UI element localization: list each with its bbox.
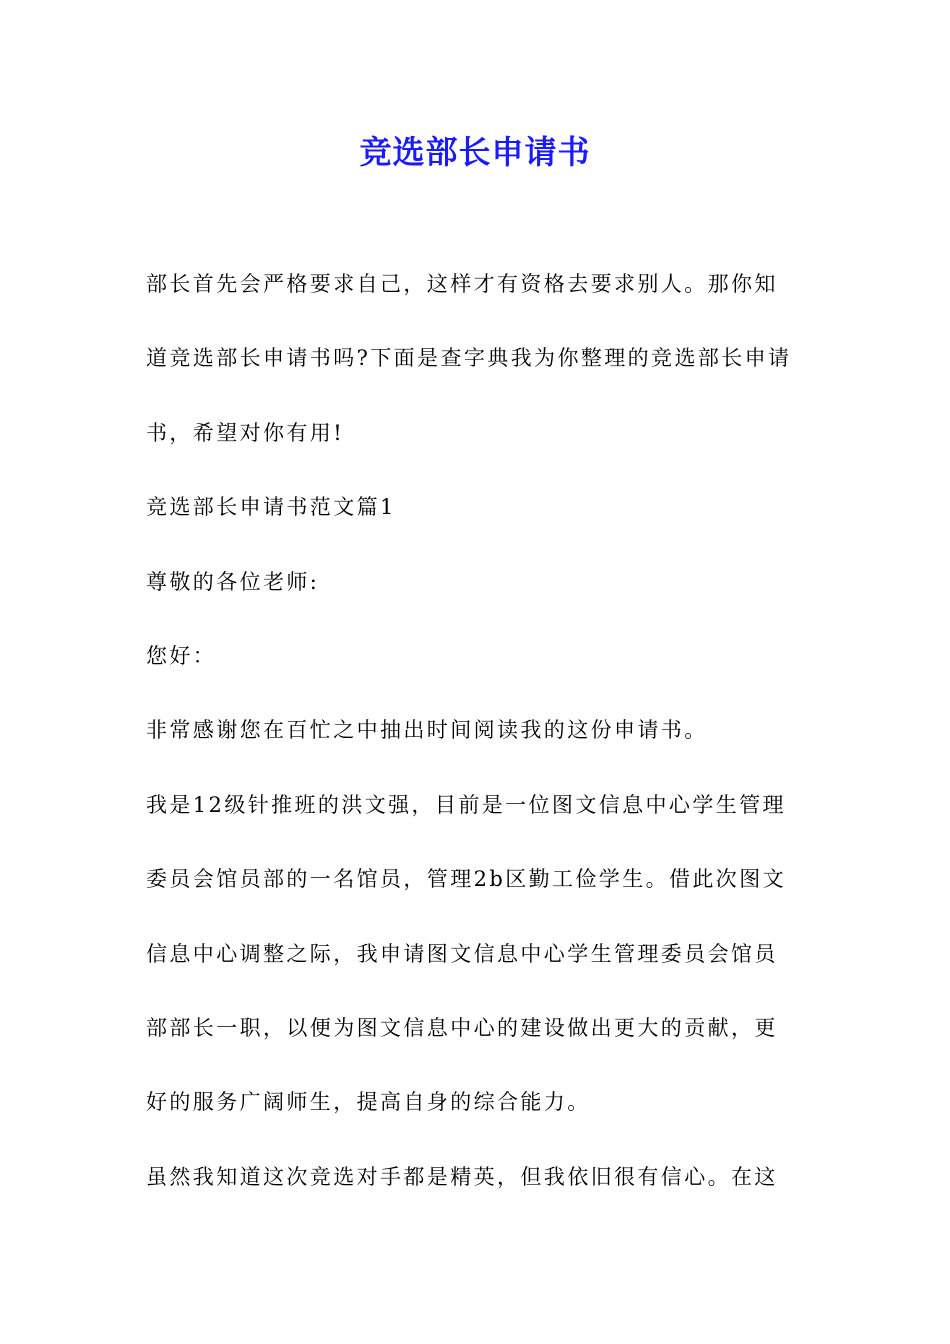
section-heading: 竞选部长申请书范文篇1 — [146, 495, 396, 520]
document-title: 竞选部长申请书 — [359, 133, 591, 171]
salutation: 尊敬的各位老师: — [146, 569, 320, 594]
body-line: 我是12级针推班的洪文强，目前是一位图文信息中心学生管理 — [146, 792, 786, 817]
document-body — [146, 262, 808, 1229]
greeting: 您好： — [146, 643, 217, 668]
body-line: 部长首先会严格要求自己，这样才有资格去要求别人。那你知 — [146, 272, 778, 296]
body-line: 部部长一职，以便为图文信息中心的建设做出更大的贡献，更 — [146, 1015, 778, 1040]
body-line: 非常感谢您在百忙之中抽出时间阅读我的这份申请书。 — [146, 718, 708, 743]
body-line: 虽然我知道这次竞选对手都是精英，但我依旧很有信心。在这 — [146, 1164, 778, 1189]
body-line: 好的服务广阔师生，提高自身的综合能力。 — [146, 1090, 591, 1115]
body-line: 书，希望对你有用! — [146, 420, 345, 445]
body-line: 委员会馆员部的一名馆员，管理2b区勤工俭学生。借此次图文 — [146, 867, 787, 892]
body-line: 道竞选部长申请书吗?下面是查字典我为你整理的竞选部长申请 — [146, 346, 792, 371]
body-line: 信息中心调整之际，我申请图文信息中心学生管理委员会馆员 — [146, 941, 778, 966]
